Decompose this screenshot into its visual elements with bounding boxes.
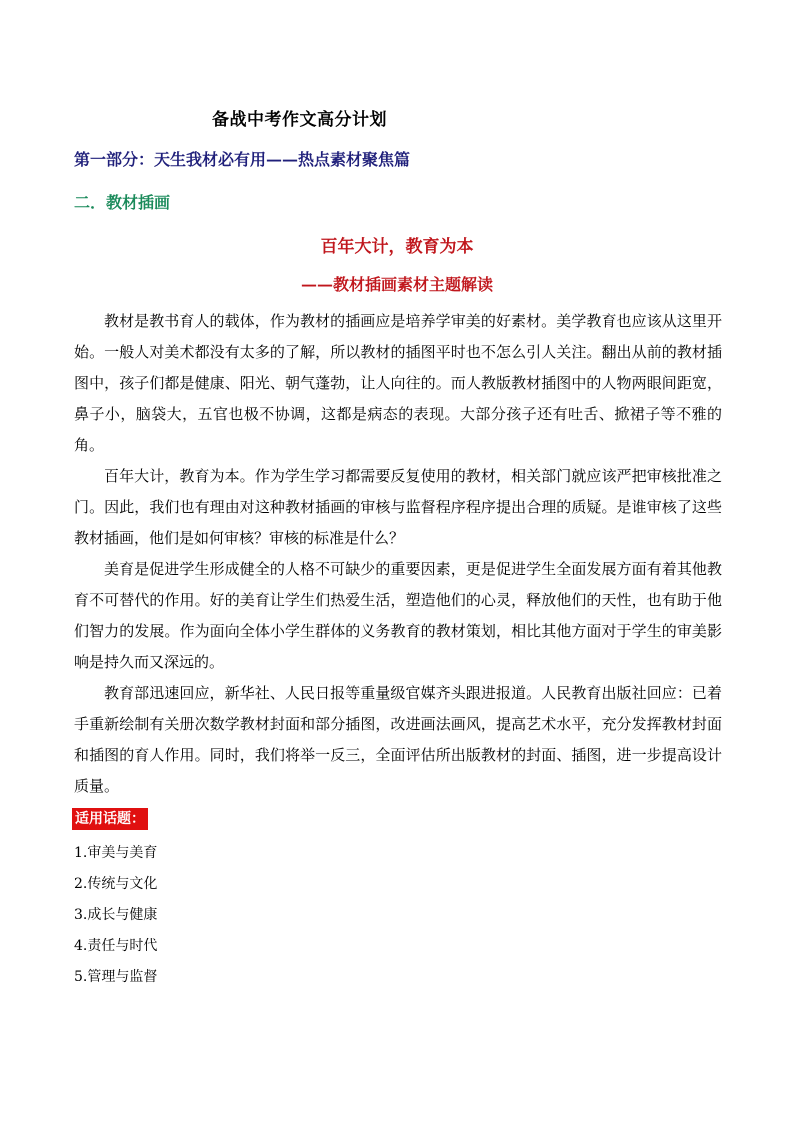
article-subtitle: ——教材插画素材主题解读 xyxy=(300,275,493,294)
article-body xyxy=(74,306,722,802)
topic-number: 4. xyxy=(74,938,88,954)
topic-item xyxy=(74,838,157,869)
section-heading: 二．教材插画 xyxy=(74,193,171,212)
article-title: 百年大计，教育为本 xyxy=(320,237,474,257)
topic-item xyxy=(74,900,157,931)
topic-number: 5. xyxy=(74,969,88,985)
topic-number: 3. xyxy=(74,907,88,923)
topic-text: 审美与美育 xyxy=(87,845,158,861)
document-title: 备战中考作文高分计划 xyxy=(212,110,387,130)
topic-number: 1. xyxy=(74,845,88,861)
topics-label: 适用话题： xyxy=(72,808,148,830)
paragraph: 美育是促进学生形成健全的人格不可缺少的重要因素，更是促进学生全面发展方面有着其他教育不可替代的作用。好的美育让学生们热爱生活，塑造他们的心灵，释放他们的天性，也有助于他们智力的发展。作为面向全体小学生群体的义务教育的教材策划，相比其他方面对于学生的审美影响是持久而又深远的。 xyxy=(74,560,722,671)
paragraph: 教育部迅速回应，新华社、人民日报等重量级官媒齐头跟进报道。人民教育出版社回应：已着手重新绘制有关册次数学教材封面和部分插图，改进画法画风，提高艺术水平，充分发挥教材封面和插图的育人作用。同时，我们将举一反三，全面评估所出版教材的封面、插图，进一步提高设计质量。 xyxy=(74,684,722,795)
topic-item xyxy=(74,869,157,900)
topic-text: 成长与健康 xyxy=(87,907,158,923)
part-heading: 第一部分：天生我材必有用——热点素材聚焦篇 xyxy=(74,150,411,169)
topic-text: 责任与时代 xyxy=(87,938,158,954)
paragraph: 教材是教书育人的载体，作为教材的插画应是培养学审美的好素材。美学教育也应该从这里开始。一般人对美术都没有太多的了解，所以教材的插图平时也不怎么引人关注。翻出从前的教材插图中，孩子们都是健康、阳光、朝气蓬勃，让人向往的。而人教版教材插图中的人物两眼间距宽，鼻子小，脑袋大，五官也极不协调，这都是病态的表现。大部分孩子还有吐舌、掀裙子等不雅的角。 xyxy=(74,312,722,454)
topics-list xyxy=(74,838,157,993)
topic-text: 传统与文化 xyxy=(87,876,158,892)
topic-number: 2. xyxy=(74,876,88,892)
topic-item xyxy=(74,931,157,962)
topic-text: 管理与监督 xyxy=(87,969,158,985)
paragraph: 百年大计，教育为本。作为学生学习都需要反复使用的教材，相关部门就应该严把审核批准之门。因此，我们也有理由对这种教材插画的审核与监督程序程序提出合理的质疑。是谁审核了这些教材插画，他们是如何审核？审核的标准是什么？ xyxy=(74,467,722,547)
topic-item xyxy=(74,962,157,993)
